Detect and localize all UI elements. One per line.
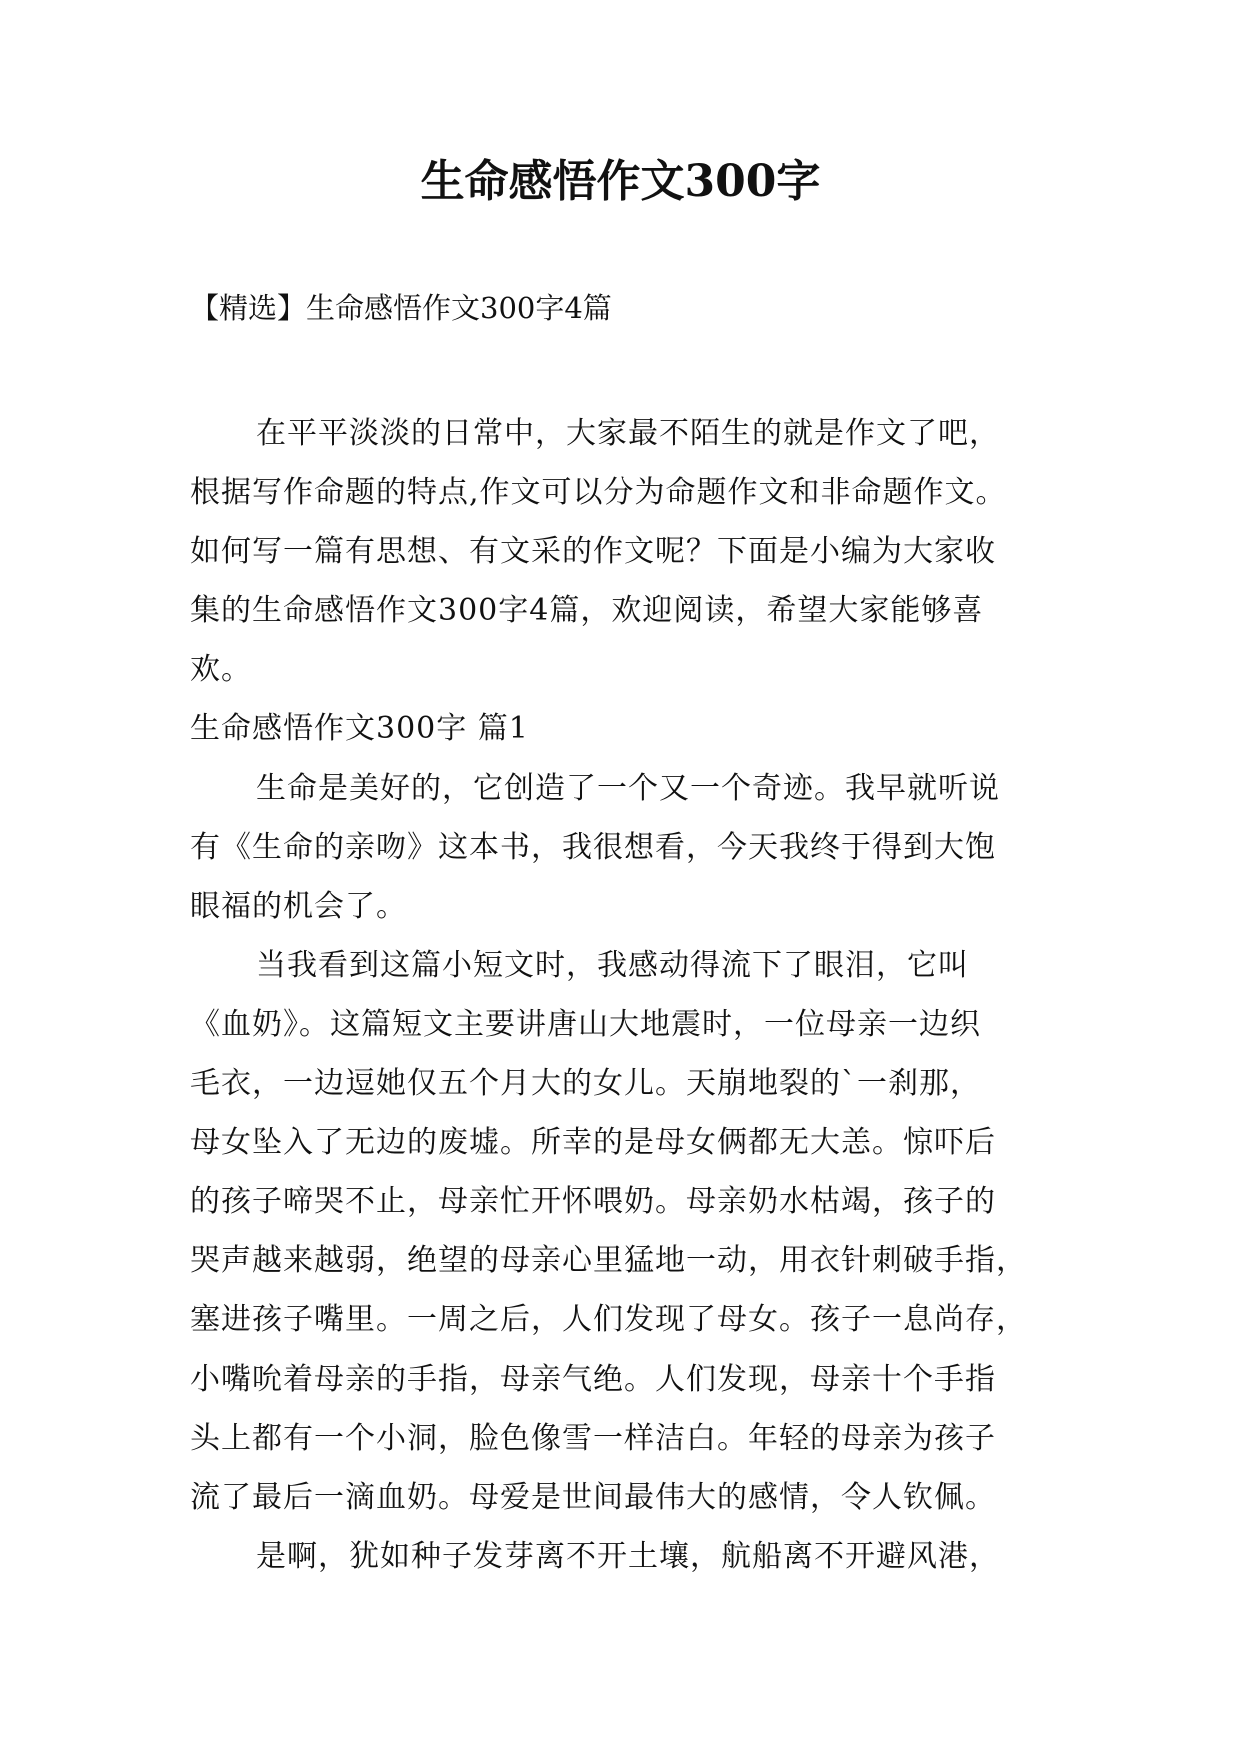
article-subtitle: 【精选】生命感悟作文300字4篇 <box>190 291 612 325</box>
text-line: 小嘴吮着母亲的手指，母亲气绝。人们发现，母亲十个手指 <box>190 1361 996 1397</box>
text-line: 毛衣，一边逗她仅五个月大的女儿。天崩地裂的`一刹那， <box>190 1066 981 1102</box>
text-line: 如何写一篇有思想、有文采的作文呢？下面是小编为大家收 <box>190 534 996 570</box>
text-line: 生命是美好的，它创造了一个又一个奇迹。我早就听说 <box>256 770 1000 806</box>
text-line: 母女坠入了无边的废墟。所幸的是母女俩都无大恙。惊吓后 <box>190 1125 996 1161</box>
page-title: 生命感悟作文300字 <box>420 156 821 207</box>
text-line: 生命感悟作文300字 篇1 <box>190 711 529 747</box>
text-line: 头上都有一个小洞，脸色像雪一样洁白。年轻的母亲为孩子 <box>190 1420 996 1456</box>
text-line: 塞进孩子嘴里。一周之后，人们发现了母女。孩子一息尚存， <box>190 1302 1027 1338</box>
text-line: 集的生命感悟作文300字4篇，欢迎阅读，希望大家能够喜 <box>190 593 984 629</box>
text-line: 欢。 <box>190 652 252 688</box>
text-line: 流了最后一滴血奶。母爱是世间最伟大的感情，令人钦佩。 <box>190 1479 996 1515</box>
text-line: 当我看到这篇小短文时，我感动得流下了眼泪，它叫 <box>256 947 969 983</box>
text-line: 哭声越来越弱，绝望的母亲心里猛地一动，用衣针刺破手指， <box>190 1243 1027 1279</box>
text-line: 《血奶》。这篇短文主要讲唐山大地震时，一位母亲一边织 <box>190 1006 981 1042</box>
text-line: 根据写作命题的特点,作文可以分为命题作文和非命题作文。 <box>190 475 1007 511</box>
text-line: 是啊，犹如种子发芽离不开土壤，航船离不开避风港， <box>256 1538 1000 1574</box>
text-line: 的孩子啼哭不止，母亲忙开怀喂奶。母亲奶水枯竭，孩子的 <box>190 1184 996 1220</box>
text-line: 有《生命的亲吻》这本书，我很想看，今天我终于得到大饱 <box>190 829 996 865</box>
article-body <box>190 404 1080 1586</box>
text-line: 眼福的机会了。 <box>190 888 407 924</box>
text-line: 在平平淡淡的日常中，大家最不陌生的就是作文了吧， <box>256 416 1000 451</box>
